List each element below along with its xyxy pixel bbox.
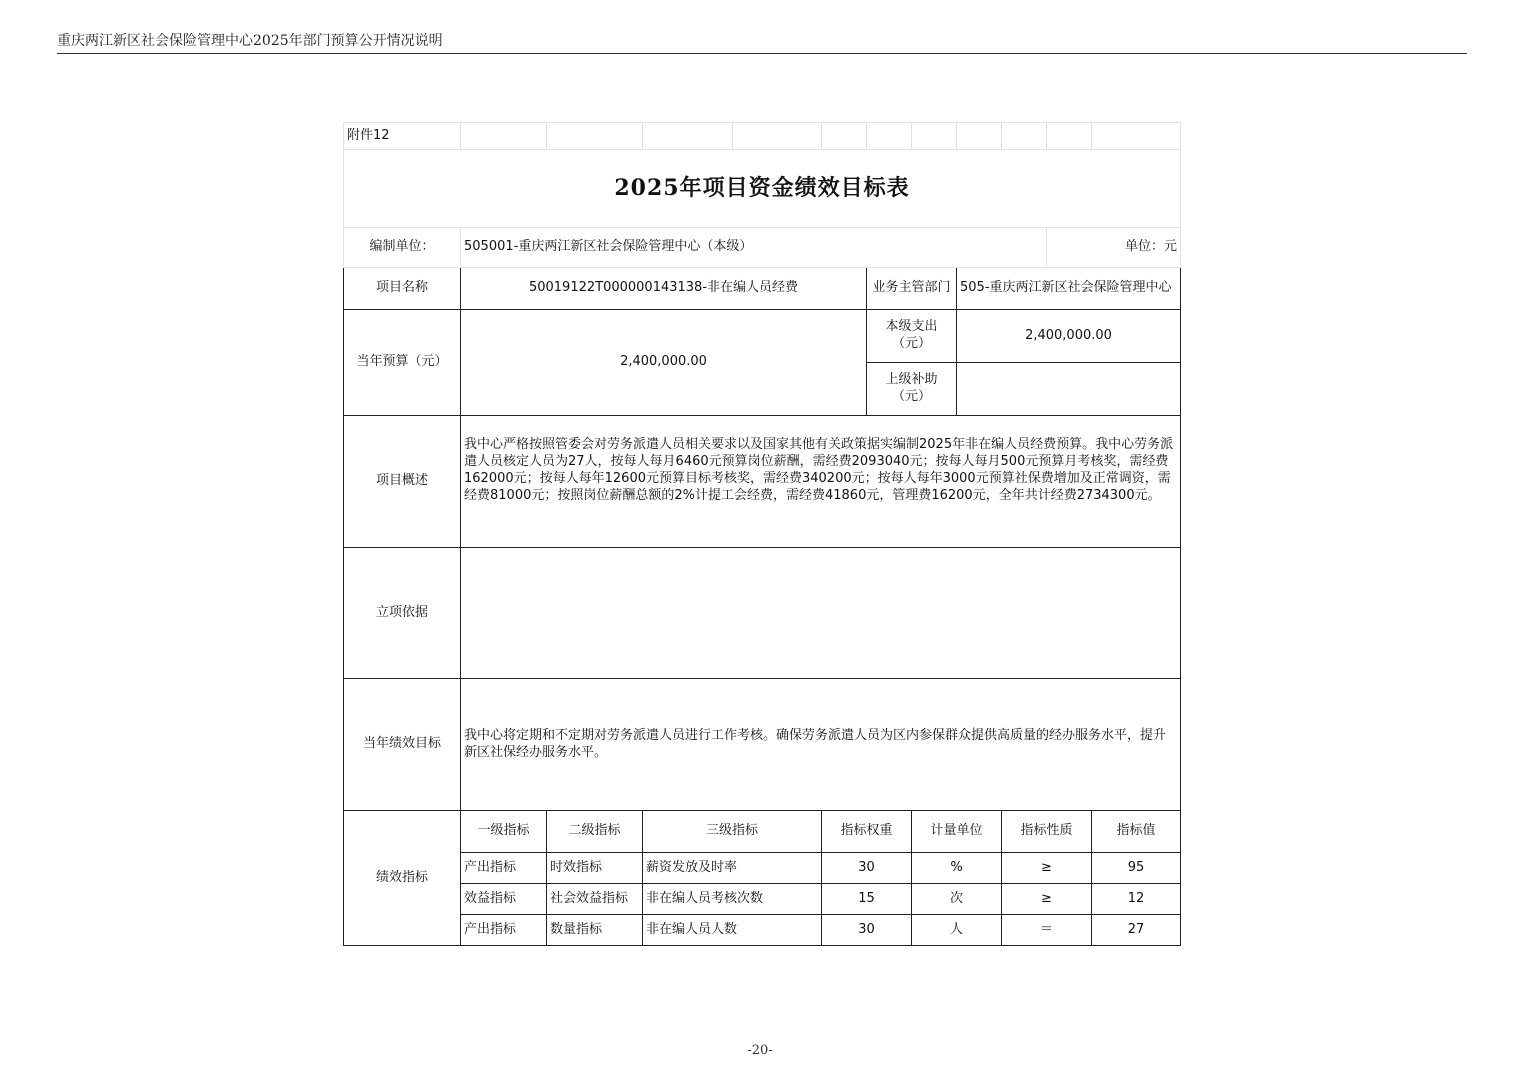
indicator-level2: 社会效益指标 xyxy=(547,884,643,915)
own-expense-label: 本级支出（元） xyxy=(867,310,957,363)
indicator-level1: 产出指标 xyxy=(461,915,547,946)
indicator-unit: % xyxy=(912,853,1002,884)
currency-unit: 单位：元 xyxy=(1047,228,1181,268)
indicator-unit: 次 xyxy=(912,884,1002,915)
project-name-label: 项目名称 xyxy=(344,268,461,310)
goal-text: 我中心将定期和不定期对劳务派遣人员进行工作考核。确保劳务派遣人员为区内参保群众提供高质量的经办服务水平，提升新区社保经办服务水平。 xyxy=(461,679,1181,811)
indicator-level2: 时效指标 xyxy=(547,853,643,884)
indicator-nature: ＝ xyxy=(1002,915,1092,946)
table-title: 2025年项目资金绩效目标表 xyxy=(344,150,1181,228)
indicator-header: 计量单位 xyxy=(912,811,1002,853)
annual-budget-label: 当年预算（元） xyxy=(344,310,461,416)
performance-table-sheet xyxy=(343,122,1180,946)
indicator-level3: 非在编人员考核次数 xyxy=(643,884,822,915)
indicator-level1: 效益指标 xyxy=(461,884,547,915)
header-divider xyxy=(57,53,1467,54)
performance-target-table xyxy=(343,122,1181,946)
overview-label: 项目概述 xyxy=(344,416,461,548)
indicator-header: 指标权重 xyxy=(822,811,912,853)
indicator-value: 95 xyxy=(1092,853,1181,884)
indicator-value: 27 xyxy=(1092,915,1181,946)
indicator-nature: ≥ xyxy=(1002,884,1092,915)
page-header: 重庆两江新区社会保险管理中心2025年部门预算公开情况说明 xyxy=(57,33,443,49)
indicator-weight: 30 xyxy=(822,915,912,946)
project-name-value: 50019122T000000143138-非在编人员经费 xyxy=(461,268,867,310)
indicator-weight: 30 xyxy=(822,853,912,884)
indicator-header: 一级指标 xyxy=(461,811,547,853)
compiling-unit-value: 505001-重庆两江新区社会保险管理中心（本级） xyxy=(461,228,1047,268)
goal-label: 当年绩效目标 xyxy=(344,679,461,811)
indicator-nature: ≥ xyxy=(1002,853,1092,884)
indicator-header: 三级指标 xyxy=(643,811,822,853)
indicator-header: 指标值 xyxy=(1092,811,1181,853)
indicators-label: 绩效指标 xyxy=(344,811,461,946)
basis-text xyxy=(461,548,1181,679)
own-expense-value: 2,400,000.00 xyxy=(957,310,1181,363)
indicator-header: 指标性质 xyxy=(1002,811,1092,853)
dept-label: 业务主管部门 xyxy=(867,268,957,310)
table-row xyxy=(344,915,1181,946)
superior-subsidy-label: 上级补助（元） xyxy=(867,363,957,416)
indicator-level3: 薪资发放及时率 xyxy=(643,853,822,884)
indicator-weight: 15 xyxy=(822,884,912,915)
indicator-value: 12 xyxy=(1092,884,1181,915)
table-row xyxy=(344,884,1181,915)
dept-value: 505-重庆两江新区社会保险管理中心 xyxy=(957,268,1181,310)
indicator-level3: 非在编人员人数 xyxy=(643,915,822,946)
indicator-level1: 产出指标 xyxy=(461,853,547,884)
superior-subsidy-value xyxy=(957,363,1181,416)
annual-budget-value: 2,400,000.00 xyxy=(461,310,867,416)
attachment-label: 附件12 xyxy=(344,123,461,150)
overview-text: 我中心严格按照管委会对劳务派遣人员相关要求以及国家其他有关政策据实编制2025年非在编人员经费预算。我中心劳务派遣人员核定人员为27人，按每人每月6460元预算岗位薪酬，需经费2093040元；按每人每月500元预算月考核奖，需经费162000元；按每人每年12600元预算目标考核奖，需经费340200元；按每人每年3000元预算社保费增加及正常调资，需经费81000元；按照岗位薪酬总额的2%计提工会经费，需经费41860元，管理费16200元，全年共计经费2734300元。 xyxy=(461,416,1181,548)
basis-label: 立项依据 xyxy=(344,548,461,679)
page-number: -20- xyxy=(747,1043,773,1058)
indicator-unit: 人 xyxy=(912,915,1002,946)
indicator-header: 二级指标 xyxy=(547,811,643,853)
compiling-unit-label: 编制单位： xyxy=(344,228,461,268)
indicator-level2: 数量指标 xyxy=(547,915,643,946)
table-row xyxy=(344,853,1181,884)
